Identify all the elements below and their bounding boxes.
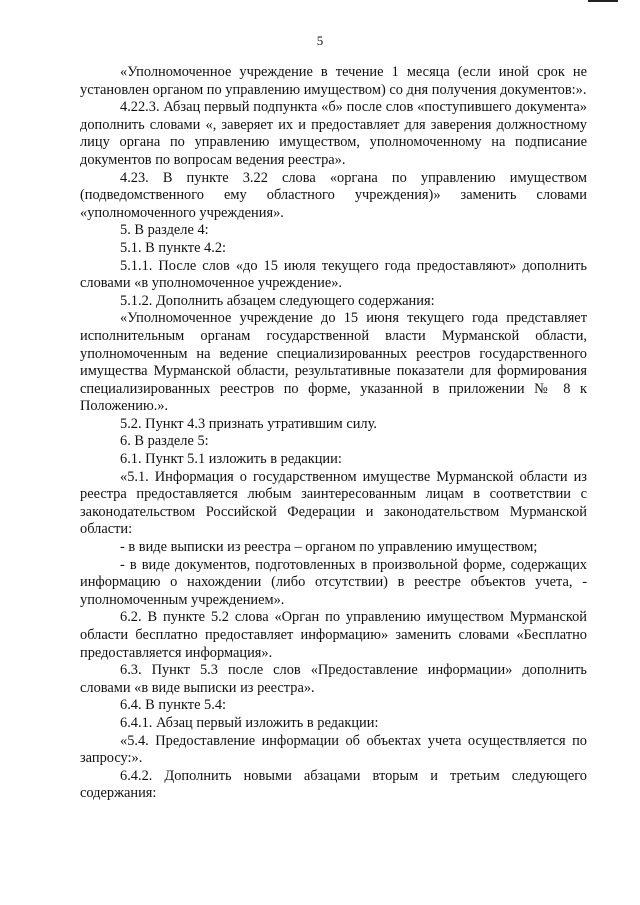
paragraph: - в виде документов, подготовленных в произвольной форме, содержащих информацию о нахождении (либо отсутствии) в реестре объектов учета, - уполномоченным учреждением».	[80, 556, 587, 608]
paragraph: 5. В разделе 4:	[120, 222, 209, 239]
paragraph: 6.2. В пункте 5.2 слова «Орган по управлению имуществом Мурманской области бесплатно предоставляет информацию» заменить словами «Бесплатно предоставляется информация».	[80, 609, 587, 661]
paragraph: 6.4. В пункте 5.4:	[120, 697, 227, 714]
paragraph: 6.1. Пункт 5.1 изложить в редакции:	[120, 451, 342, 468]
paragraph: «5.4. Предоставление информации об объектах учета осуществляется по запросу:».	[80, 732, 587, 767]
paragraph: 6.4.1. Абзац первый изложить в редакции:	[120, 714, 379, 731]
paragraph: 6.3. Пункт 5.3 после слов «Предоставление информации» дополнить словами «в виде выписки из реестра».	[80, 662, 587, 696]
scan-corner-mark	[588, 0, 618, 2]
page-number: 5	[316, 33, 324, 48]
paragraph: 5.1.1. После слов «до 15 июля текущего года предоставляют» дополнить словами «в уполномоченное учреждение».	[80, 257, 587, 292]
paragraph: 5.1.2. Дополнить абзацем следующего содержания:	[120, 292, 435, 309]
paragraph: 4.23. В пункте 3.22 слова «органа по управлению имуществом (подведомственного ему областного учреждения)» заменить словами «уполномоченного учреждения».	[80, 169, 587, 221]
paragraph: - в виде выписки из реестра – органом по управлению имуществом;	[120, 539, 538, 556]
document-body	[80, 64, 587, 803]
paragraph: «Уполномоченное учреждение до 15 июня текущего года представляет исполнительным органам государственной власти Мурманской области, уполномоченным на ведение специализированных реестров государственного имущества Мурманской области, результативные показатели для формирования специализированных реестров по форме, указанной в приложении № 8 к Положению.».	[80, 310, 587, 415]
paragraph: «5.1. Информация о государственном имуществе Мурманской области из реестра предоставляется любым заинтересованным лицам в соответствии с законодательством Российской Федерации и законодательством Мурманской области:	[80, 468, 587, 538]
paragraph: 6.4.2. Дополнить новыми абзацами вторым и третьим следующего содержания:	[80, 767, 587, 802]
paragraph: 5.2. Пункт 4.3 признать утратившим силу.	[120, 415, 377, 432]
paragraph: 5.1. В пункте 4.2:	[120, 239, 227, 256]
paragraph: 6. В разделе 5:	[120, 433, 209, 450]
paragraph: «Уполномоченное учреждение в течение 1 месяца (если иной срок не установлен органом по управлению имуществом) со дня получения документов:».	[80, 64, 587, 98]
paragraph: 4.22.3. Абзац первый подпункта «б» после слов «поступившего документа» дополнить словами «, заверяет их и предоставляет для заверения должностному лицу органа по управлению имуществом, уполномоченному на подписание документов по вопросам ведения реестра».	[80, 99, 587, 168]
